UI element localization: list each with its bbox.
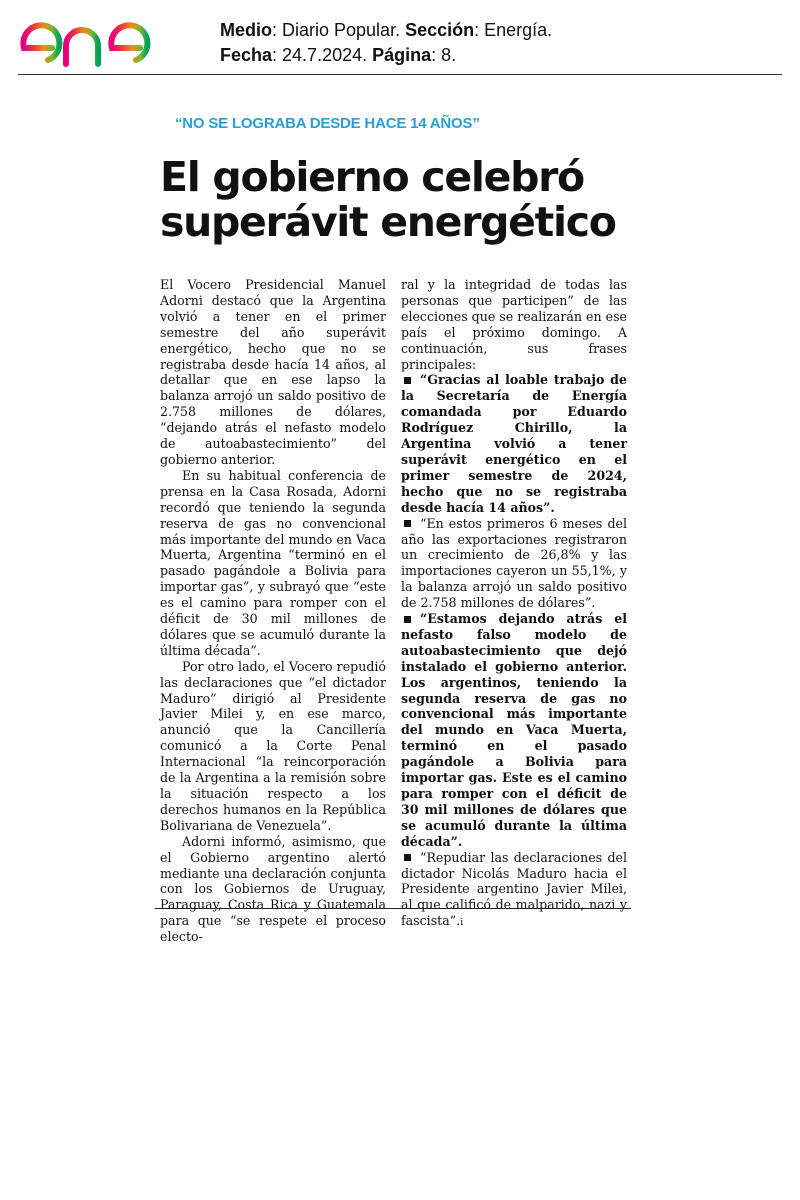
quote-item: “Gracias al loable trabajo de la Secretaría de Energía comandada por Eduardo Rodríguez Chirillo, la Argentina volvió a tener superávit energético en el primer semestre de 2024, hecho que no se registraba desde hacía 14 años”. xyxy=(401,372,627,515)
article-headline: El gobierno celebró superávit energético xyxy=(160,153,616,246)
paragraph: En su habitual conferencia de prensa en la Casa Rosada, Adorni recordó que teniendo la segunda reserva de gas no convencional más importante del mundo en Vaca Muerta, Argentina “terminó en el pasado pagándole a Bolivia para importar gas”, y subrayó que “este es el camino para romper con el déficit de 30 mil millones de dólares que se acumuló durante la última década”. xyxy=(160,467,386,658)
paragraph: Adorni informó, asimismo, que el Gobierno argentino alertó mediante una declaración conjunta con los Gobiernos de Uruguay, Paraguay, Costa Rica y Guatemala para que “se respete el proceso electo- xyxy=(160,833,386,945)
quote-item: “Repudiar las declaraciones del dictador Nicolás Maduro hacia el Presidente argentino Javier Milei, al que calificó de malparido, nazi y fascista”.i xyxy=(401,849,627,929)
bullet-square-icon xyxy=(404,377,411,384)
end-mark: i xyxy=(460,918,464,929)
quote-item: “En estos primeros 6 meses del año las exportaciones registraron un crecimiento de 26,8% y las importaciones cayeron un 55,1%, y la balanza arrojó un saldo positivo de 2.758 millones de dólares”. xyxy=(401,515,627,611)
bullet-square-icon xyxy=(404,854,411,861)
article-kicker: “NO SE LOGRABA DESDE HACE 14 AÑOS” xyxy=(175,115,480,132)
article-bottom-divider xyxy=(155,908,631,909)
article-column-1 xyxy=(160,277,386,945)
paragraph: Por otro lado, el Vocero repudió las declaraciones que “el dictador Maduro” dirigió al Presidente Javier Milei y, en ese marco, anunció que la Cancillería comunicó a la Corte Penal Internacional “la reincorporación de la Argentina a la remisión sobre la situación respecto a los derechos humanos en la República Bolivariana de Venezuela”. xyxy=(160,658,386,833)
meta-line-1: Medio: Diario Popular. Sección: Energía. xyxy=(220,20,553,40)
bullet-square-icon xyxy=(404,616,411,623)
article-column-2 xyxy=(401,277,627,932)
quote-item: “Estamos dejando atrás el nefasto falso modelo de autoabastecimiento que dejó instalado el gobierno anterior. Los argentinos, teniendo la segunda reserva de gas no convencional más importante del mundo en Vaca Muerta, terminó en el pasado pagándole a Bolivia para importar gas. Este es el camino para romper con el déficit de 30 mil millones de dólares que se acumuló durante la última década”. xyxy=(401,611,627,849)
paragraph: ral y la integridad de todas las personas que participen” de las elecciones que se realizarán en ese país el próximo domingo. A continuación, sus frases principales: xyxy=(401,277,627,372)
paragraph: El Vocero Presidencial Manuel Adorni destacó que la Argentina volvió a tener en el primer semestre del año superávit energético, hecho que no se registraba desde hacía 14 años, al detallar que en ese lapso la balanza arrojó un saldo positivo de 2.758 millones de dólares, “dejando atrás el nefasto modelo de autoabastecimiento” del gobierno anterior. xyxy=(160,277,386,467)
enel-logo xyxy=(18,6,190,72)
meta-line-2: Fecha: 24.7.2024. Página: 8. xyxy=(220,45,457,65)
clipping-meta xyxy=(220,18,552,68)
header-divider xyxy=(18,74,782,75)
bullet-square-icon xyxy=(404,520,411,527)
